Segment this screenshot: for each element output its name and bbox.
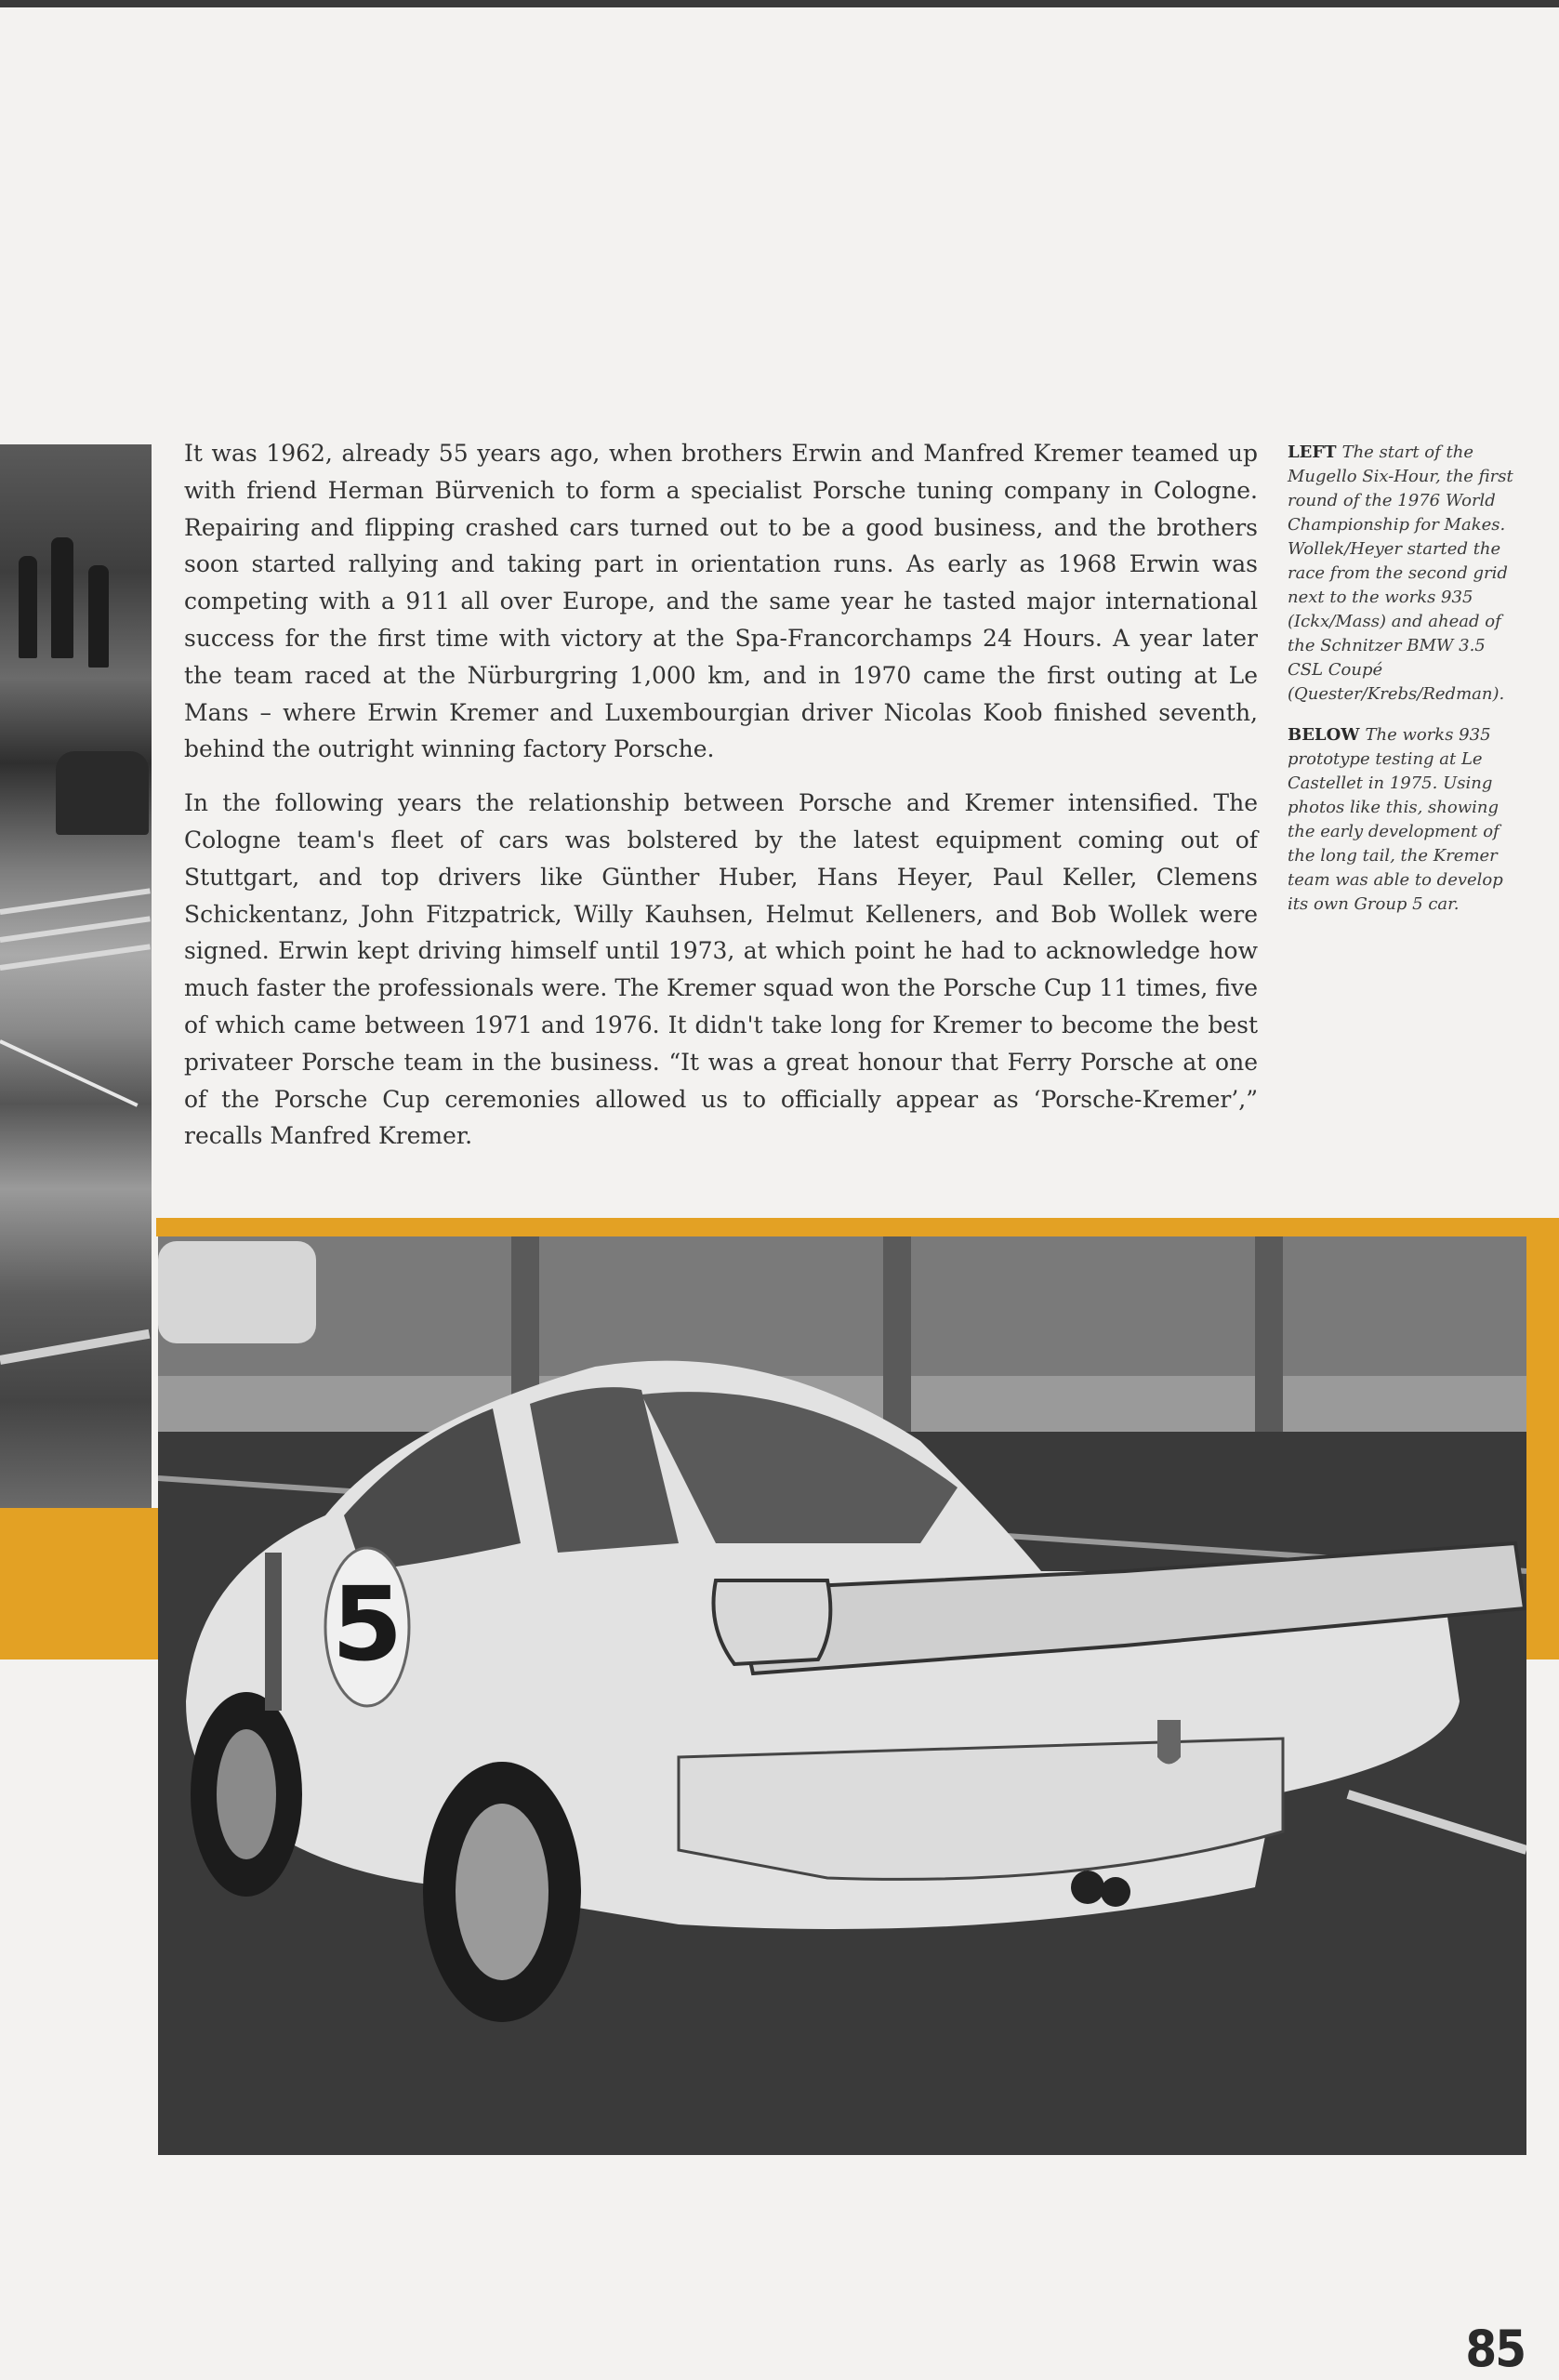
captions [1288, 441, 1518, 933]
accent-bar-right [1525, 1218, 1559, 1659]
body-paragraph-1: It was 1962, already 55 years ago, when brothers Erwin and Manfred Kremer teamed up with friend Herman Bürvenich to form a specialist Porsche tuning company in Cologne. Repairing and flipping crashed cars turned out to be a good business, and the brothers soon started rallying and taking part in orientation runs. As early as 1968 Erwin was competing with a 911 all over Europe, and the same year he tasted major international success for the first time with victory at the Spa-Francorchamps 24 Hours. A year later the team raced at the Nürburgring 1,000 km, and in 1970 came the first outing at Le Mans – where Erwin Kremer and Luxembourgian driver Nicolas Koob finished seventh, behind the outright winning factory Porsche. [184, 440, 1258, 763]
accent-bar-left [0, 1508, 158, 1659]
caption-text: The works 935 prototype testing at Le Castellet in 1975. Using photos like this, showing the early development of the long tail, the Kremer team was able to develop its own Group 5 car. [1288, 725, 1503, 914]
caption-below [1288, 723, 1518, 917]
spectator-silhouette [51, 537, 73, 658]
caption-text: The start of the Mugello Six-Hour, the first round of the 1976 World Championship for Makes. Wollek/Heyer started the race from the second grid next to the works 935 (Ickx/Mass) and ahead of the Schnitzer BMW 3.5 CSL Coupé (Quester/Krebs/Redman). [1288, 443, 1513, 704]
left-photo-mugello-start [0, 444, 152, 1508]
exhaust-pipe [1071, 1871, 1104, 1904]
livery-stripe [265, 1553, 282, 1711]
track-kerb [0, 888, 151, 915]
main-photo-porsche-935-prototype [158, 1236, 1526, 2155]
accent-bar-top [156, 1218, 1531, 1236]
body-text [184, 435, 1258, 1171]
caption-label: LEFT [1288, 443, 1337, 462]
track-line [0, 1039, 139, 1107]
race-car-silhouette [56, 751, 149, 835]
pillar [1255, 1236, 1283, 1432]
porsche-935-illustration [158, 1236, 1526, 2155]
track-kerb [0, 944, 151, 971]
car-number: 5 [331, 1565, 403, 1684]
background-car [158, 1241, 316, 1343]
rear-wheel-rim [456, 1804, 548, 1980]
top-rule [0, 0, 1559, 7]
body-paragraph-2: In the following years the relationship between Porsche and Kremer intensified. The Cologne team's fleet of cars was bolstered by the latest equipment coming out of Stuttgart, and top drivers like Günther Huber, Hans Heyer, Paul Keller, Clemens Schickentanz, John Fitzpatrick, Willy Kauhsen, Helmut Kelleners, and Bob Wollek were signed. Erwin kept driving himself until 1973, at which point he had to acknowledge how much faster the professionals were. The Kremer squad won the Porsche Cup 11 times, five of which came between 1971 and 1976. It didn't take long for Kremer to become the best privateer Porsche team in the business. “It was a great honour that Ferry Porsche at one of the Porsche Cup ceremonies allowed us to officially appear as ‘Porsche-Kremer’,” recalls Manfred Kremer. [184, 789, 1258, 1150]
caption-left [1288, 441, 1518, 707]
pillar [883, 1236, 911, 1432]
spectator-silhouette [19, 556, 37, 658]
wing-endplate [714, 1580, 831, 1664]
pit-building [158, 1236, 1526, 1376]
front-wheel-rim [217, 1729, 276, 1859]
spectator-silhouette [88, 565, 109, 668]
caption-label: BELOW [1288, 725, 1360, 745]
page-number: 85 [1465, 2320, 1525, 2378]
track-kerb [0, 916, 151, 943]
exhaust-pipe [1101, 1877, 1130, 1907]
grass-edge [0, 1329, 150, 1365]
porsche-crest [1157, 1720, 1181, 1765]
